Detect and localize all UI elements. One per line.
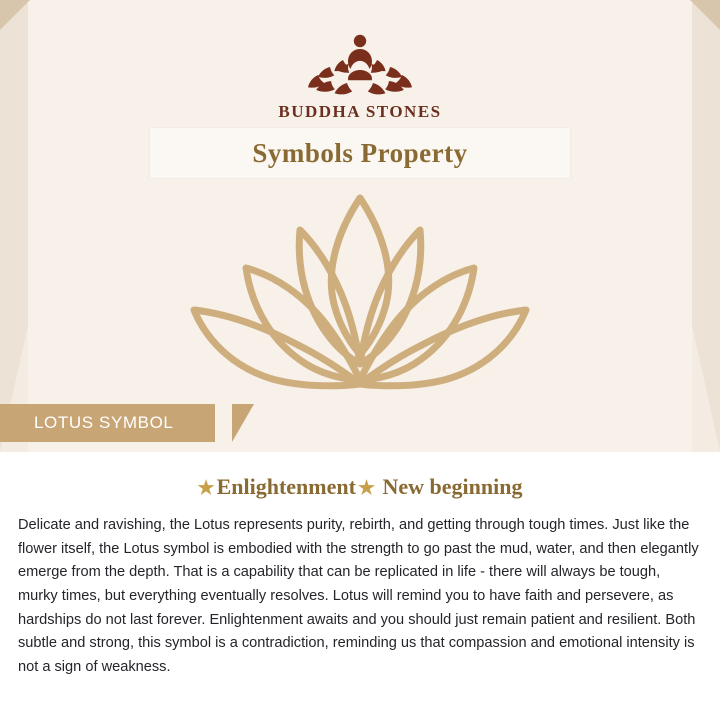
star-icon-left: ★: [197, 477, 215, 499]
section-label-text: LOTUS SYMBOL: [34, 413, 174, 432]
star-icon-middle: ★: [357, 477, 375, 499]
title-bar: [150, 128, 570, 178]
brand-logo: [0, 26, 720, 122]
body-section: [0, 452, 720, 720]
headline-first: Enlightenment: [216, 474, 356, 499]
content-headline: [0, 474, 720, 500]
headline-second: New beginning: [376, 474, 523, 499]
brand-name: BUDDHA STONES: [278, 102, 442, 121]
lotus-meditation-figure-icon: [285, 26, 435, 100]
ribbon-tail: [232, 404, 254, 442]
section-label-ribbon: [0, 404, 215, 442]
page-title: Symbols Property: [252, 137, 468, 168]
content-paragraph: Delicate and ravishing, the Lotus represents purity, rebirth, and getting through tough times. Just like the flower itself, the Lotus symbol is embodied with the strength to go past the mud, water, and then elegantly emerge from the depth. That is a capability that can be replicated in life - there will always be tough, murky times, but everything eventually resolves. Lotus will remind you to have faith and persevere, as hardships do not last forever. Enlightenment awaits and you should just remain patient and resilient. Both subtle and strong, this symbol is a contradiction, reminding us that compassion and emotional intensity is not a sign of weakness.: [18, 517, 699, 675]
lotus-flower-icon: [150, 186, 570, 406]
